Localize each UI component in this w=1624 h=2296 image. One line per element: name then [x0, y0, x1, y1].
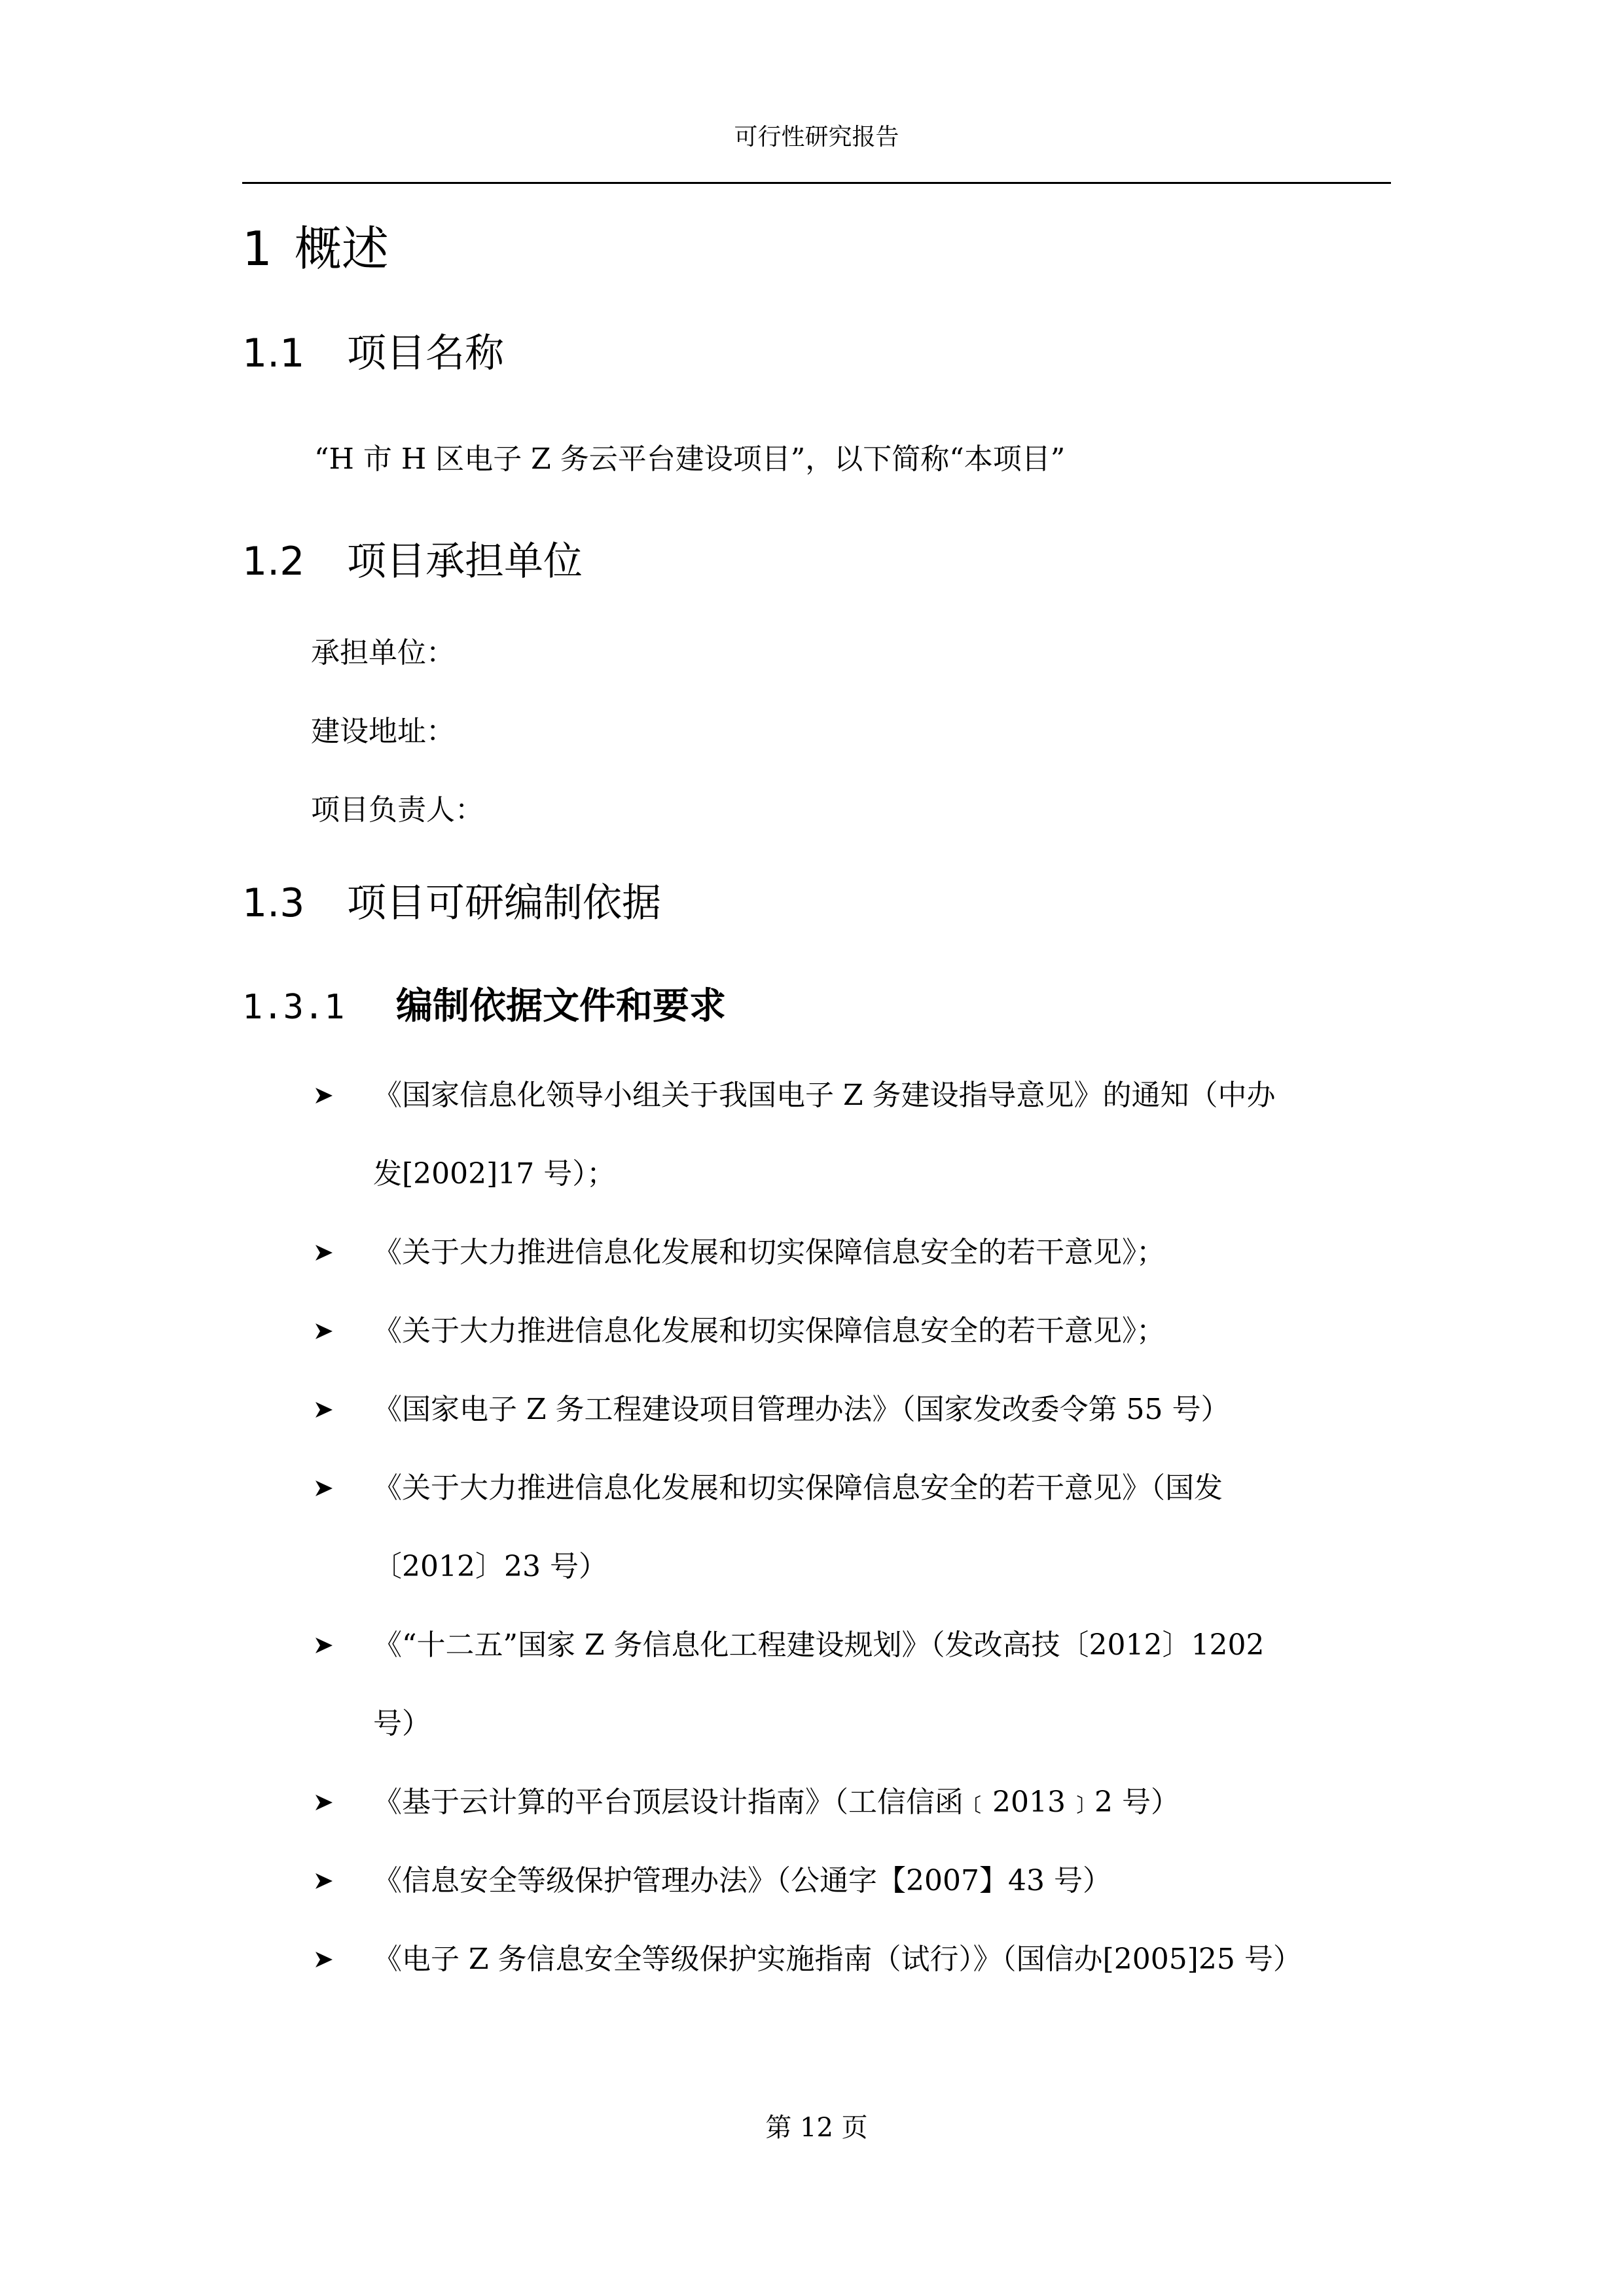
list-item-text: 《“十二五”国家 Z 务信息化工程建设规划》（发改高技〔2012〕1202 — [373, 1628, 1265, 1662]
list-item — [314, 1467, 1394, 1509]
list-item — [314, 1860, 1394, 1902]
list-item — [314, 1782, 1394, 1823]
heading-1-3-1 — [242, 982, 726, 1032]
arrow-bullet-icon — [314, 1401, 334, 1419]
list-item — [314, 1389, 1394, 1431]
list-item-text: 《国家电子 Z 务工程建设项目管理办法》（国家发改委令第 55 号） — [373, 1393, 1230, 1426]
heading-1-1-number: 1.1 — [242, 331, 305, 376]
arrow-bullet-icon — [314, 1950, 334, 1969]
heading-1 — [242, 216, 389, 281]
heading-1-1 — [242, 326, 504, 381]
list-item — [314, 1232, 1394, 1274]
list-item — [314, 1075, 1394, 1117]
arrow-bullet-icon — [314, 1793, 334, 1812]
heading-1-3-1-number: 1.3.1 — [242, 988, 345, 1027]
page-header-title: 可行性研究报告 — [734, 124, 899, 151]
project-name-paragraph: “H 市 H 区电子 Z 务云平台建设项目”，以下简称“本项目” — [314, 442, 1066, 476]
field-project-leader: 项目负责人： — [311, 793, 484, 827]
arrow-bullet-icon — [314, 1479, 334, 1498]
heading-1-1-title: 项目名称 — [347, 331, 504, 376]
list-item-continuation: 发[2002]17 号）； — [373, 1157, 616, 1191]
page-number: 第 12 页 — [765, 2113, 868, 2143]
header-rule — [242, 182, 1391, 184]
list-item-text: 《关于大力推进信息化发展和切实保障信息安全的若干意见》（国发 — [373, 1471, 1223, 1505]
heading-1-3 — [242, 876, 661, 931]
heading-1-2-title: 项目承担单位 — [347, 539, 583, 584]
list-item-continuation: 号） — [373, 1707, 431, 1740]
list-item-text: 《国家信息化领导小组关于我国电子 Z 务建设指导意见》的通知（中办 — [373, 1079, 1276, 1112]
list-item-text: 《电子 Z 务信息安全等级保护实施指南（试行）》（国信办[2005]25 号） — [373, 1943, 1302, 1976]
heading-1-3-1-title: 编制依据文件和要求 — [396, 985, 726, 1028]
heading-1-3-number: 1.3 — [242, 880, 305, 926]
list-item-text: 《关于大力推进信息化发展和切实保障信息安全的若干意见》； — [373, 1236, 1165, 1269]
heading-1-2-number: 1.2 — [242, 539, 305, 584]
arrow-bullet-icon — [314, 1872, 334, 1890]
list-item-continuation: 〔2012〕23 号） — [373, 1550, 607, 1583]
heading-1-number: 1 — [242, 221, 272, 276]
heading-1-2 — [242, 534, 583, 589]
list-item-text: 《信息安全等级保护管理办法》（公通字【2007】43 号） — [373, 1864, 1111, 1897]
heading-1-title: 概述 — [294, 221, 389, 276]
list-item-text: 《基于云计算的平台顶层设计指南》（工信信函﹝2013﹞2 号） — [373, 1785, 1180, 1819]
arrow-bullet-icon — [314, 1322, 334, 1340]
list-item-text: 《关于大力推进信息化发展和切实保障信息安全的若干意见》； — [373, 1314, 1165, 1348]
arrow-bullet-icon — [314, 1244, 334, 1262]
arrow-bullet-icon — [314, 1636, 334, 1655]
list-item — [314, 1310, 1394, 1352]
heading-1-3-title: 项目可研编制依据 — [347, 880, 661, 926]
field-undertaking-unit: 承担单位： — [311, 636, 455, 670]
list-item — [314, 1624, 1394, 1666]
list-item — [314, 1939, 1394, 1981]
field-construction-address: 建设地址： — [311, 715, 455, 748]
arrow-bullet-icon — [314, 1086, 334, 1105]
